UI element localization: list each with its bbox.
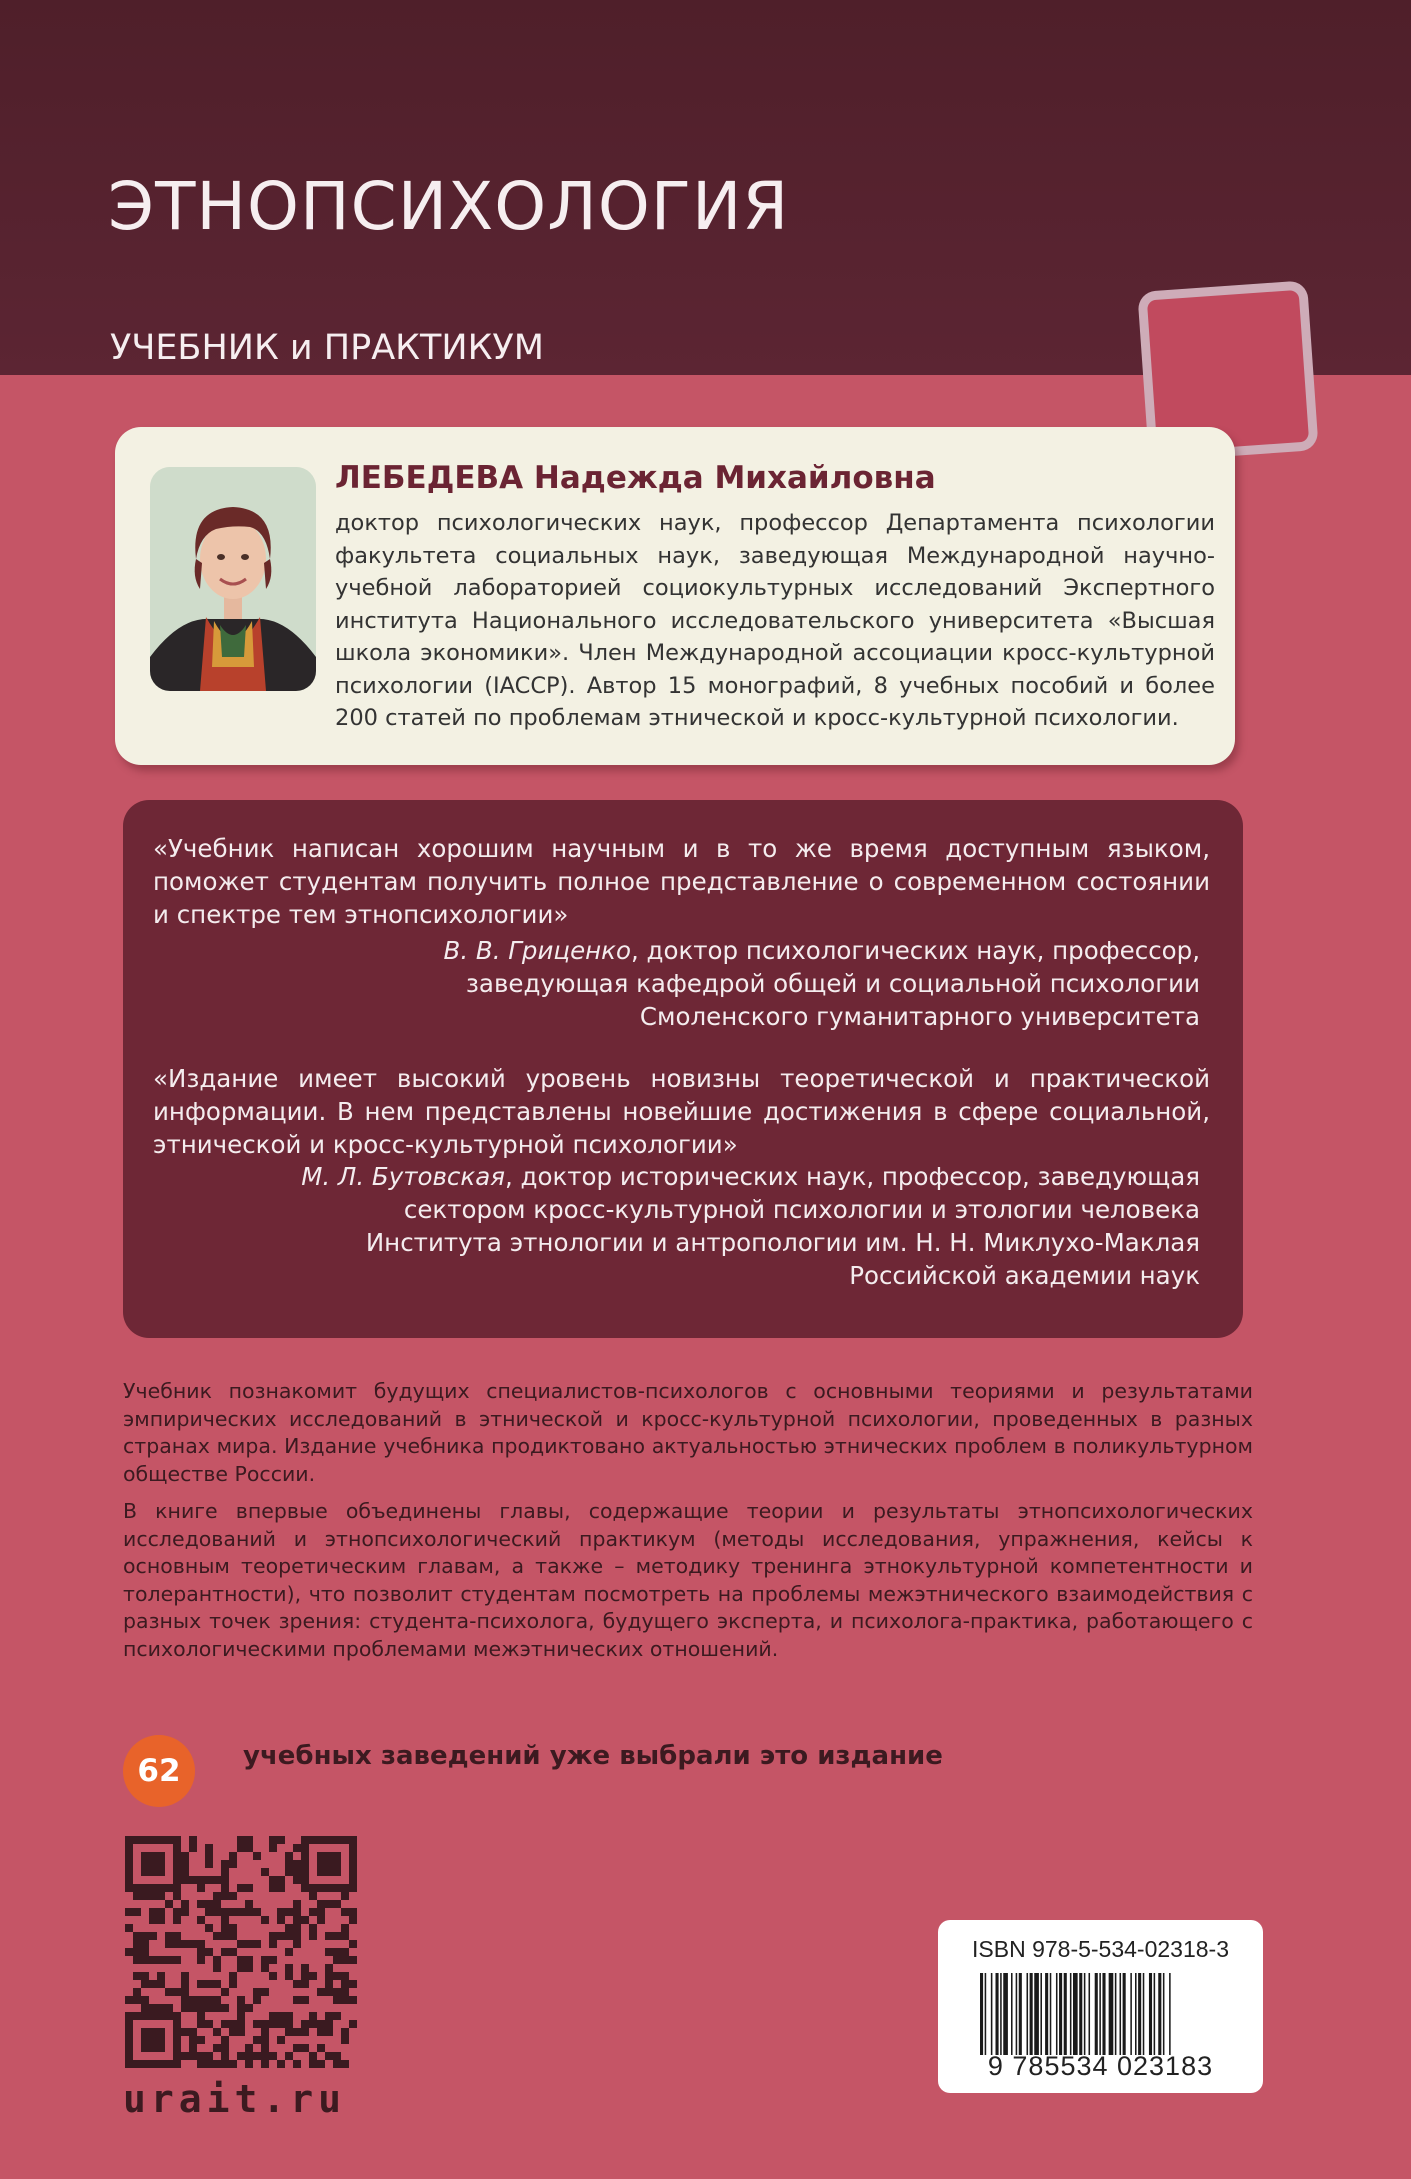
author-name: ЛЕБЕДЕВА Надежда Михайловна [335, 460, 936, 496]
review-1-reviewer: В. В. Гриценко [443, 936, 631, 965]
adoption-count-badge: 62 [123, 1735, 195, 1807]
review-2-reviewer: М. Л. Бутовская [301, 1162, 505, 1191]
author-card [115, 427, 1235, 765]
book-title: ЭТНОПСИХОЛОГИЯ [108, 168, 790, 245]
review-1-credentials: , доктор психологических наук, профессор, заведующая кафедрой общей и социальной психологии Смоленского гуманитарного университета [465, 936, 1200, 1031]
review-2-quote: «Издание имеет высокий уровень новизны теоретической и практической информации. В нем представлены новейшие достижения в сфере социальной, этнической и кросс-культурной психологии» [153, 1064, 1210, 1159]
isbn-box [938, 1920, 1263, 2093]
description-paragraph-1: Учебник познакомит будущих специалистов-психологов с основными теориями и результатами эмпирических исследований в этнической и кросс-культурной психологии, проведенных в разных странах мира. Издание учебника продиктовано актуальностью этнических проблем в поликультурном обществе России. [123, 1379, 1253, 1486]
adoption-text: учебных заведений уже выбрали это издание [243, 1741, 943, 1771]
website-link[interactable]: urait.ru [123, 2077, 347, 2121]
review-2-credentials: , доктор исторических наук, профессор, заведующая сектором кросс-культурной психологии и этологии человека Института этнологии и антропологии им. Н. Н. Миклухо-Маклая Российской академии наук [365, 1162, 1200, 1290]
barcode-digits: 9 785534 023183 [987, 2051, 1214, 2081]
qr-code-icon[interactable] [125, 1836, 357, 2068]
review-2-attribution [300, 1160, 1200, 1292]
book-subtitle: УЧЕБНИК и ПРАКТИКУМ [110, 328, 544, 368]
author-portrait-icon [150, 467, 316, 691]
author-photo [150, 467, 316, 691]
description-paragraph-2: В книге впервые объединены главы, содержащие теории и результаты этнопсихологических исследований и этнопсихологический практикум (методы исследования, упражнения, кейсы к основным теоретическим главам, а также – методику тренинга этнокультурной компетентности и толерантности), что позволит студентам посмотреть на проблемы межэтнического взаимодействия с разных точек зрения: студента-психолога, будущего эксперта, и психолога-практика, работающего с психологическими проблемами межэтнических отношений. [123, 1499, 1253, 1661]
author-bio: доктор психологических наук, профессор Департамента психологии факультета социальных наук, заведующая Международной научно-учебной лабораторией социокультурных исследований Экспертного института Национального исследовательского университета «Высшая школа экономики». Член Международной ассоциации кросс-культурной психологии (IACCP). Автор 15 монографий, 8 учебных пособий и более 200 статей по проблемам этнической и кросс-культурной психологии. [335, 510, 1215, 731]
isbn-number: ISBN 978-5-534-02318-3 [972, 1936, 1229, 1962]
reviews-panel [123, 800, 1243, 1338]
barcode-icon [980, 1973, 1242, 2055]
review-1-attribution [300, 934, 1200, 1033]
review-1-quote: «Учебник написан хорошим научным и в то же время доступным языком, поможет студентам получить полное представление о современном состоянии и спектре тем этнопсихологии» [153, 834, 1210, 929]
